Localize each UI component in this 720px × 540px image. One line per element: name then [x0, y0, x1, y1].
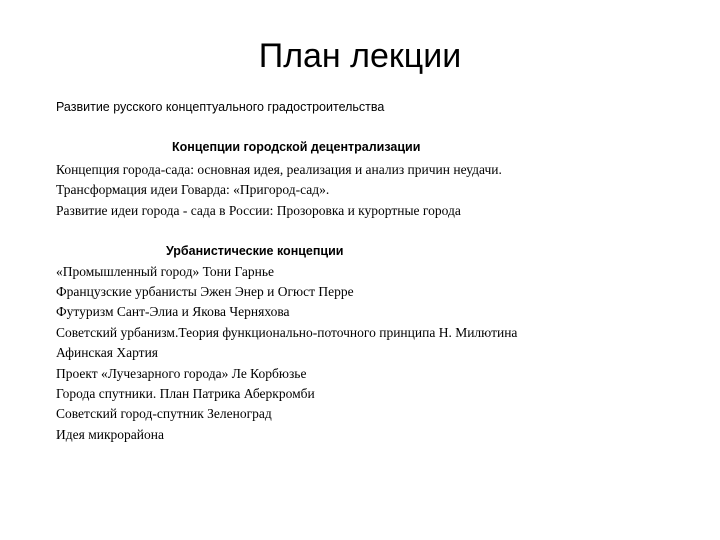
list-item: Развитие идеи города - сада в России: Прозоровка и курортные города: [56, 203, 461, 218]
list-item: Афинская Хартия: [56, 345, 159, 360]
section-heading-decentralization: Концепции городской децентрализации: [172, 140, 421, 154]
section-heading-urbanism: Урбанистические концепции: [166, 244, 344, 258]
page-title: План лекции: [258, 37, 462, 75]
list-item: Футуризм Сант-Элиа и Якова Черняхова: [56, 304, 290, 319]
list-item: Идея микрорайона: [56, 427, 164, 442]
list-item: Советский урбанизм.Теория функционально-поточного принципа Н. Милютина: [56, 325, 518, 340]
list-item: «Промышленный город» Тони Гарнье: [56, 264, 275, 279]
list-item: Трансформация идеи Говарда: «Пригород-сад».: [56, 182, 330, 197]
list-item: Советский город-спутник Зеленоград: [56, 406, 272, 421]
list-item: Проект «Лучезарного города» Ле Корбюзье: [56, 366, 307, 381]
list-item: Французские урбанисты Эжен Энер и Огюст Перре: [56, 284, 354, 299]
intro-text: Развитие русского концептуального градостроительства: [56, 100, 385, 114]
list-item: Города спутники. План Патрика Аберкромби: [56, 386, 315, 401]
list-item: Концепция города-сада: основная идея, реализация и анализ причин неудачи.: [56, 162, 502, 177]
